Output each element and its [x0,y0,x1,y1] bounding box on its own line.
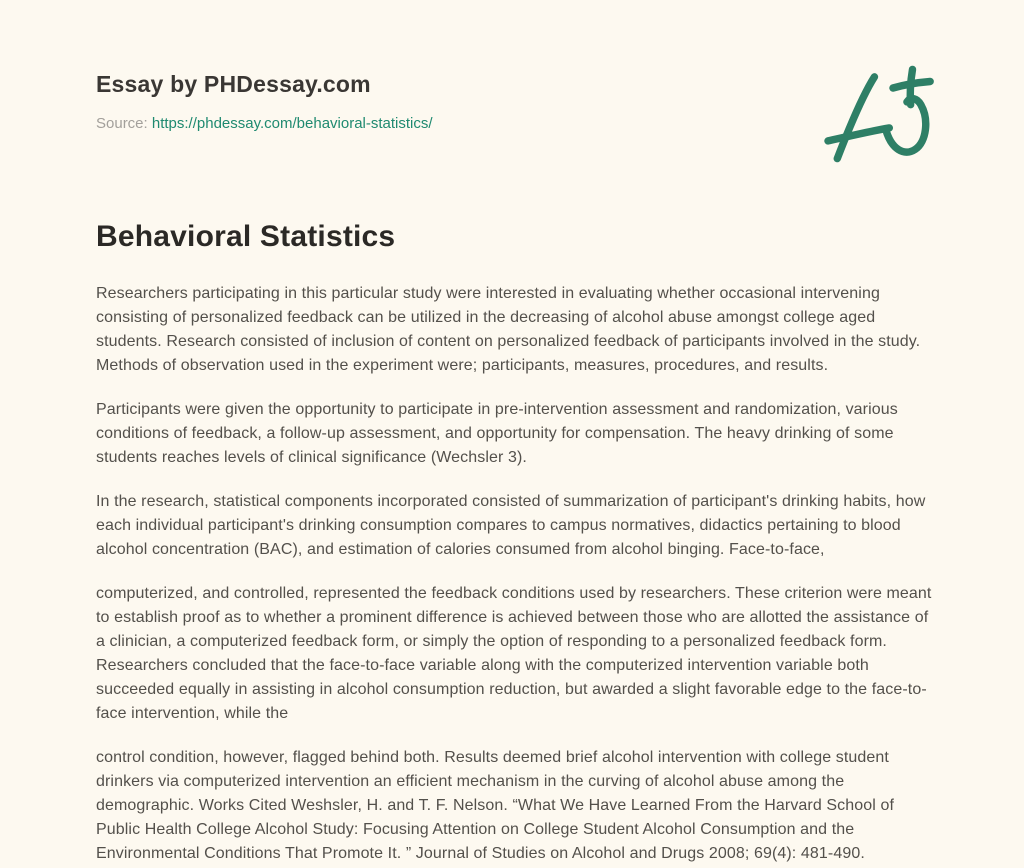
essay-paragraph: In the research, statistical components incorporated consisted of summarization of participant's drinking habits, how each individual participant's drinking consumption compares to campus normatives, didactics pertaining to blood alcohol concentration (BAC), and estimation of calories consumed from alcohol binging. Face-to-face, [96,492,926,558]
essay-body [96,282,932,866]
source-line [96,115,932,132]
source-label: Source: [96,114,148,132]
essay-paragraph: Participants were given the opportunity to participate in pre-intervention assessment and randomization, various conditions of feedback, a follow-up assessment, and opportunity for compensation. The heavy drinking of some students reaches levels of clinical significance (Wechsler 3). [96,400,898,466]
essay-paragraph: control condition, however, flagged behind both. Results deemed brief alcohol intervention with college student drinkers via computerized intervention an efficient mechanism in the curving of alcohol abuse among the demographic. Works Cited Weshsler, H. and T. F. Nelson. “What We Have Learned From the Harvard School of Public Health College Alcohol Study: Focusing Attention on College Student Alcohol Consumption and the Environmental Conditions That Promote It. ” Journal of Studies on Alcohol and Drugs 2008; 69(4): 481-490. [96,748,895,862]
essay-title: Behavioral Statistics [96,219,396,253]
essay-paragraph: computerized, and controlled, represented the feedback conditions used by researchers. These criterion were meant to establish proof as to whether a prominent difference is achieved between those who are allotted the assistance of a clinician, a computerized feedback form, or simply the option of responding to a personalized feedback form. Researchers concluded that the face-to-face variable along with the computerized intervention variable both succeeded equally in assisting in alcohol consumption reduction, but awarded a slight favorable edge to the face-to-face intervention, while the [96,584,932,722]
essay-content [96,70,932,868]
essay-paragraph: Researchers participating in this particular study were interested in evaluating whether occasional intervening consisting of personalized feedback can be utilized in the decreasing of alcohol abuse amongst college aged students. Research consisted of inclusion of content on personalized feedback of participants involved in the study. Methods of observation used in the experiment were; participants, measures, procedures, and results. [96,284,921,374]
site-title: Essay by PHDessay.com [96,71,371,97]
source-link[interactable]: https://phdessay.com/behavioral-statistics/ [151,114,433,132]
